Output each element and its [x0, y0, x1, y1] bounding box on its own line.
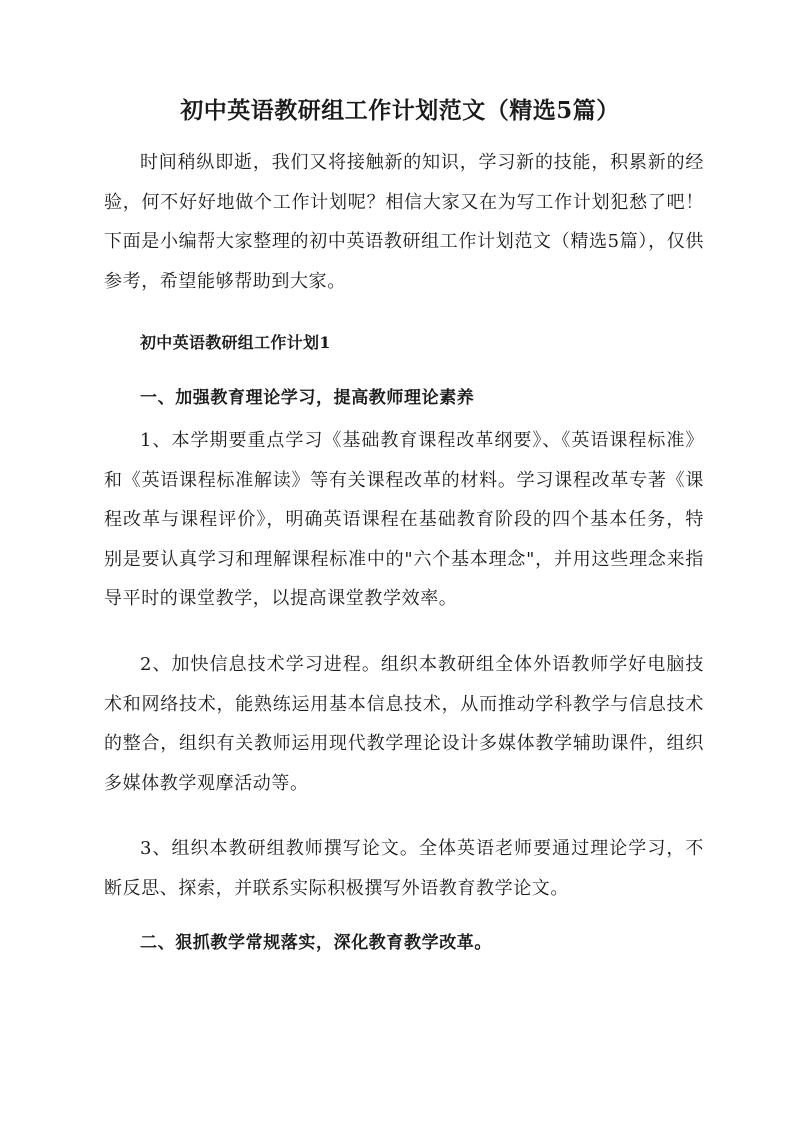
item-paragraph-1: 1、本学期要重点学习《基础教育课程改革纲要》、《英语课程标准》和《英语课程标准解读》等有关课程改革的材料。学习课程改革专著《课程改革与课程评价》，明确英语课程在基础教育阶段的四个基本任务，特别是要认真学习和理解课程标准中的"六个基本理念"，并用这些理念来指导平时的课堂教学，以提高课堂教学效率。 — [104, 430, 704, 609]
item-paragraph-2: 2、加快信息技术学习进程。组织本教研组全体外语教师学好电脑技术和网络技术，能熟练运用基本信息技术，从而推动学科教学与信息技术的整合，组织有关教师运用现代教学理论设计多媒体教学辅助课件，组织多媒体教学观摩活动等。 — [104, 654, 704, 794]
section-heading-2: 二、狠抓教学常规落实，深化教育教学改革。 — [140, 933, 492, 953]
document-title: 初中英语教研组工作计划范文（精选5篇） — [180, 97, 620, 124]
section-heading-1: 一、加强教育理论学习，提高教师理论素养 — [140, 388, 475, 408]
plan-subtitle: 初中英语教研组工作计划1 — [140, 333, 331, 352]
item-paragraph-3: 3、组织本教研组教师撰写论文。全体英语老师要通过理论学习，不断反思、探索，并联系实际积极撰写外语教育教学论文。 — [104, 838, 704, 899]
intro-paragraph: 时间稍纵即逝，我们又将接触新的知识，学习新的技能，积累新的经验，何不好好地做个工作计划呢？相信大家又在为写工作计划犯愁了吧！下面是小编帮大家整理的初中英语教研组工作计划范文（精选5篇），仅供参考，希望能够帮助到大家。 — [104, 152, 704, 292]
